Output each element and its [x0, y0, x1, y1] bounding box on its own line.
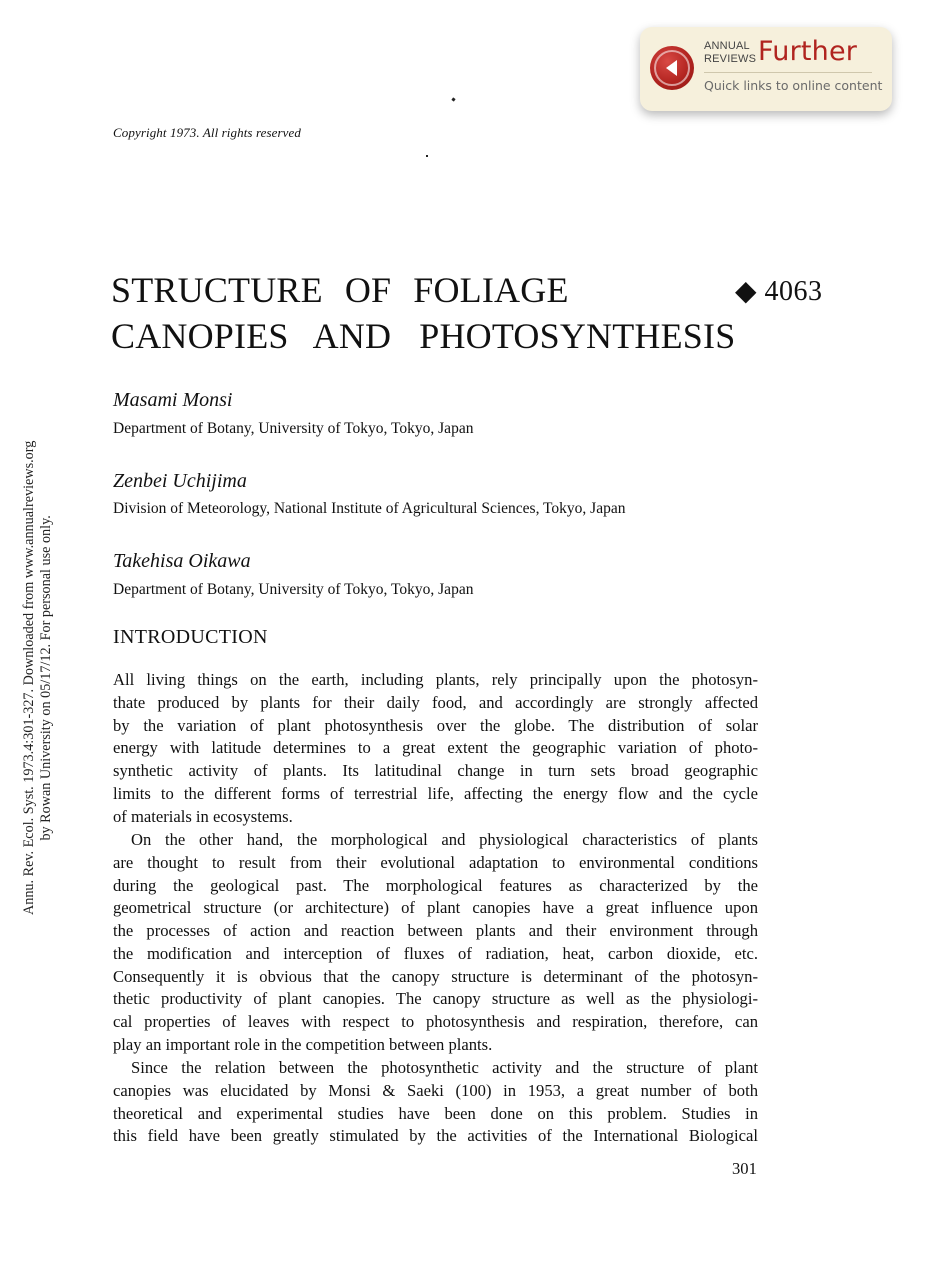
text-line: during the geological past. The morphological features as characterized by the [113, 875, 758, 895]
text-line: On the other hand, the morphological and physiological characteristics of plants [131, 830, 758, 849]
download-notice-line-1: Annu. Rev. Ecol. Syst. 1973.4:301-327. Downloaded from www.annualreviews.org [21, 440, 37, 915]
text-line: canopies was elucidated by Monsi & Saeki (100) in 1953, a great number of both [113, 1080, 758, 1100]
text-line: by the variation of plant photosynthesis over the globe. The distribution of solar [113, 715, 758, 735]
text-line: energy with latitude determines to a great extent the geographic variation of photo- [113, 738, 758, 758]
text-line: of materials in ecosystems. [113, 806, 293, 826]
paragraph [113, 829, 758, 1057]
text-line: the processes of action and reaction between plants and their environment through [113, 921, 758, 940]
title-word: CANOPIES [111, 316, 289, 356]
title-word: PHOTOSYNTHESIS [419, 316, 736, 356]
text-line: play an important role in the competition between plants. [113, 1034, 493, 1054]
page-number: 301 [732, 1159, 757, 1178]
text-line: synthetic activity of plants. Its latitudinal change in turn sets broad geographic [113, 761, 758, 780]
article-reference-number: ◆ 4063 [735, 276, 823, 307]
reviews-label: REVIEWS [704, 53, 757, 65]
author-affiliation: Division of Meteorology, National Institute of Agricultural Sciences, Tokyo, Japan [113, 500, 626, 517]
author-name: Takehisa Oikawa [113, 550, 251, 572]
further-badge[interactable] [640, 27, 892, 111]
text-line: cal properties of leaves with respect to photosynthesis and respiration, therefore, can [113, 1012, 758, 1031]
further-tagline[interactable]: Quick links to online content [704, 78, 883, 93]
paragraph [113, 669, 758, 828]
author-name: Masami Monsi [113, 389, 233, 411]
title-line-1 [111, 267, 735, 313]
text-line: thetic productivity of plant canopies. The canopy structure as well as the physiologi- [113, 989, 758, 1009]
back-arrow-icon[interactable] [650, 46, 694, 90]
section-heading: INTRODUCTION [113, 626, 268, 648]
scan-speck [426, 155, 428, 157]
copyright-notice: Copyright 1973. All rights reserved [113, 125, 302, 140]
author-affiliation: Department of Botany, University of Tokyo, Tokyo, Japan [113, 581, 474, 598]
author-affiliation: Department of Botany, University of Tokyo, Tokyo, Japan [113, 420, 474, 437]
badge-divider [704, 72, 872, 73]
text-line: this field have been greatly stimulated by the activities of the International Biological [113, 1126, 758, 1146]
download-notice-line-2: by Rowan University on 05/17/12. For personal use only. [38, 515, 54, 841]
title-word: OF [344, 270, 392, 310]
scan-speck [451, 97, 455, 101]
text-line: limits to the different forms of terrestrial life, affecting the energy flow and the cycle [113, 783, 758, 803]
text-line: Since the relation between the photosynthetic activity and the structure of plant [131, 1058, 758, 1077]
text-line: theoretical and experimental studies have been done on this problem. Studies in [113, 1103, 758, 1123]
annual-reviews-wordmark [704, 40, 756, 66]
paragraph [113, 1057, 758, 1148]
annual-label: ANNUAL [704, 40, 750, 52]
download-notice [21, 441, 55, 915]
text-line: geometrical structure (or architecture) of plant canopies have a great influence upon [113, 898, 758, 918]
title-word: FOLIAGE [413, 270, 569, 310]
text-line: the modification and interception of fluxes of radiation, heat, carbon dioxide, etc. [113, 943, 758, 963]
text-line: thate produced by plants for their daily food, and accordingly are strongly affected [113, 692, 758, 712]
title-word: STRUCTURE [111, 270, 323, 310]
title-line-2 [111, 313, 735, 359]
article-title [111, 267, 735, 359]
text-line: are thought to result from their evolutional adaptation to environmental conditions [113, 852, 758, 872]
further-link[interactable]: Further [758, 36, 858, 67]
text-line: All living things on the earth, including plants, rely principally upon the photosyn- [113, 670, 758, 689]
author-name: Zenbei Uchijima [113, 470, 247, 492]
text-line: Consequently it is obvious that the canopy structure is determinant of the photosyn- [113, 966, 758, 986]
title-word: AND [312, 316, 392, 356]
